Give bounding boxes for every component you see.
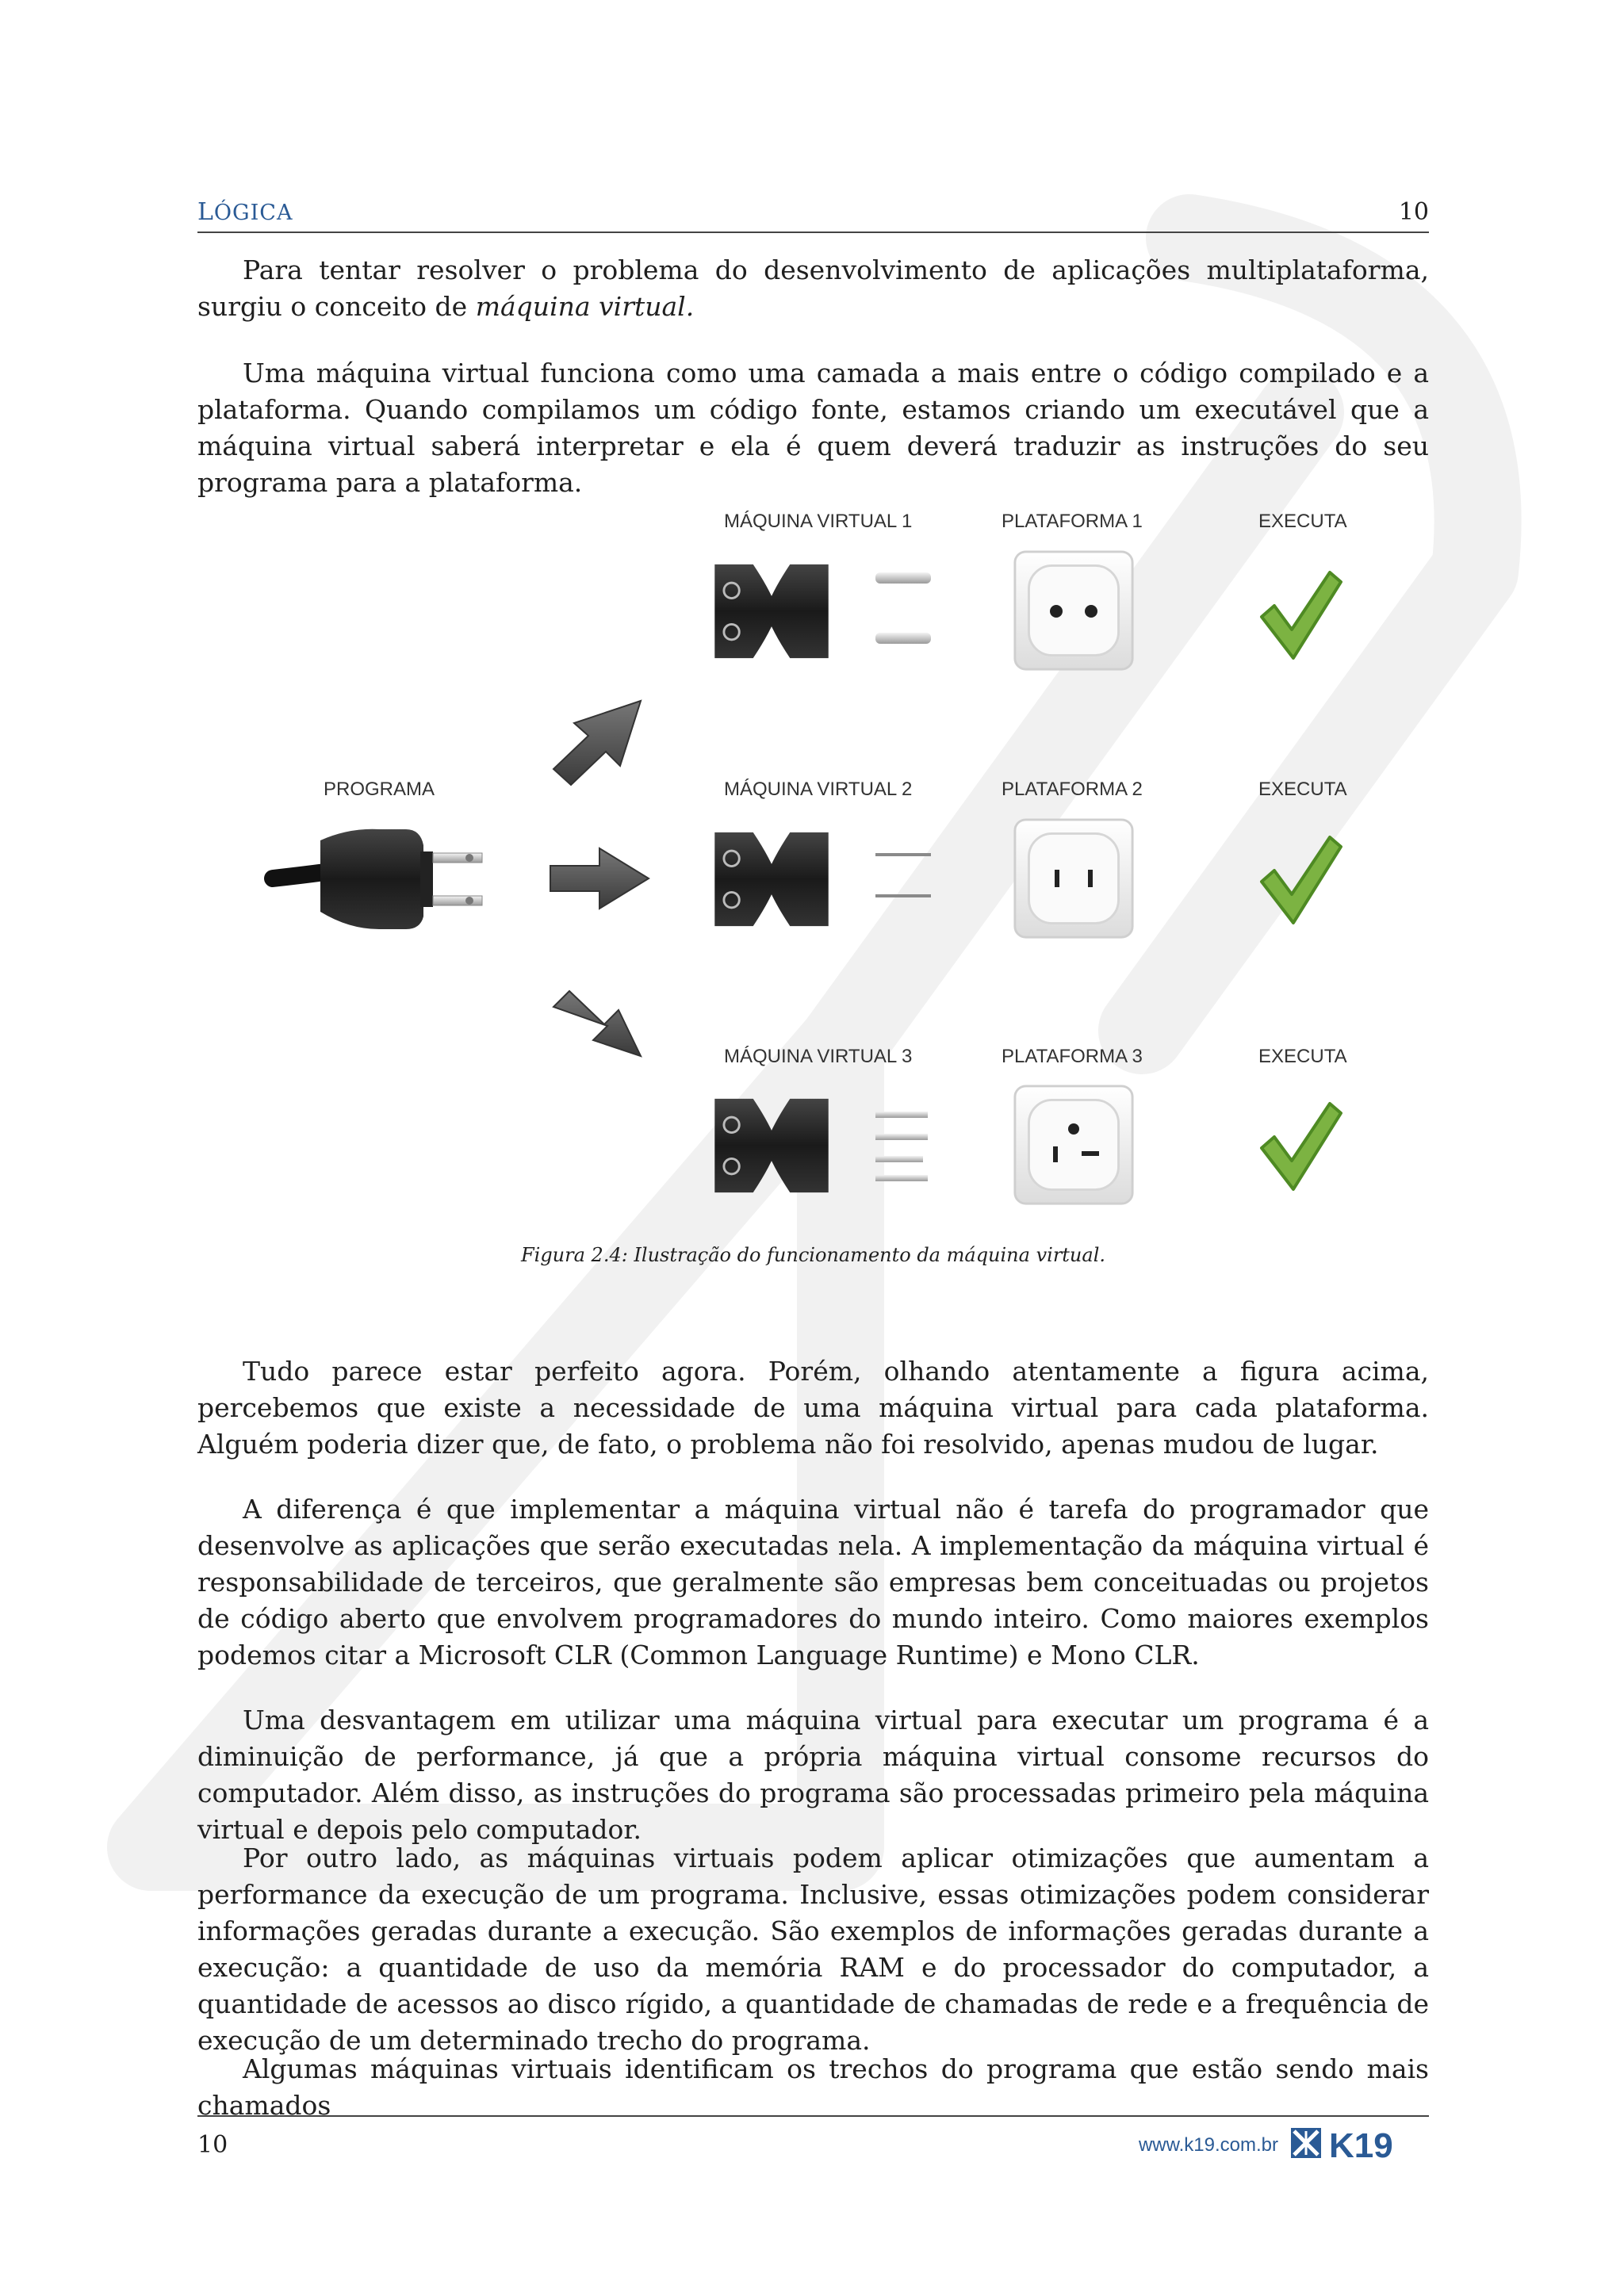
program-label: PROGRAMA [324,779,435,800]
vm-plug-2-icon [714,832,931,926]
platform-label-3: PLATAFORMA 3 [1002,1046,1143,1067]
header-page-number: 10 [1398,198,1429,226]
result-label-3: EXECUTA [1258,1046,1347,1067]
chapter-title: LÓGICA [197,198,293,226]
paragraph-2: Uma máquina virtual funciona como uma camada a mais entre o código compilado e a plataforma. Quando compilamos um código fonte, estamos criando um executável que a máquina virtual saberá interpretar e ela é quem deverá traduzir as instruções do seu programa para a plataforma. [197,358,1429,498]
vm-label-2: MÁQUINA VIRTUAL 2 [724,779,913,800]
footer-page-number: 10 [197,2131,228,2159]
paragraph-3: Tudo parece estar perfeito agora. Porém, olhando atentamente a figura acima, percebemos que existe a necessidade de uma máquina virtual para cada plataforma. Alguém poderia dizer que, de fato, o problema não foi resolvido, apenas mudou de lugar. [197,1356,1429,1460]
arrow-up-icon [553,701,641,785]
paragraph-5: Uma desvantagem em utilizar uma máquina virtual para executar um programa é a diminuição de performance, já que a própria máquina virtual consome recursos do computador. Além disso, as instruções do programa são processadas primeiro pela máquina virtual e depois pelo computador. [197,1705,1429,1845]
paragraph-7: Algumas máquinas virtuais identificam os trechos do programa que estão sendo mais chamados [197,2053,1429,2121]
result-label-2: EXECUTA [1258,779,1347,800]
arrow-down-icon [553,991,641,1056]
k19-logo-text: K19 [1329,2126,1393,2163]
vm-plug-1-icon [714,564,931,658]
paragraph-4: A diferença é que implementar a máquina virtual não é tarefa do programador que desenvolve as aplicações que serão executadas nela. A implementação da máquina virtual é responsabilidade de terceiros, que geralmente são empresas bem conceituadas ou projetos de código aberto que envolvem programadores do mundo inteiro. Como maiores exemplos podemos citar a Microsoft CLR (Common Language Runtime) e Mono CLR. [197,1494,1429,1670]
platform-label-1: PLATAFORMA 1 [1002,511,1143,532]
arrow-right-icon [550,848,649,909]
vm-label-1: MÁQUINA VIRTUAL 1 [724,511,913,532]
socket-1-icon [1015,552,1132,669]
socket-3-icon [1015,1086,1132,1203]
result-label-1: EXECUTA [1258,511,1347,532]
vm-label-3: MÁQUINA VIRTUAL 3 [724,1046,913,1067]
check-2-icon [1262,837,1341,923]
footer-url[interactable]: www.k19.com.br [1138,2134,1278,2156]
figure-caption: Figura 2.4: Ilustração do funcionamento da máquina virtual. [520,1244,1105,1266]
check-3-icon [1262,1104,1341,1189]
paragraph-1: Para tentar resolver o problema do desenvolvimento de aplicações multiplataforma, surgiu o conceito de máquina virtual. [197,254,1429,322]
socket-2-icon [1015,820,1132,937]
program-plug-icon [273,829,482,929]
vm-plug-3-icon [714,1099,928,1192]
paragraph-6: Por outro lado, as máquinas virtuais podem aplicar otimizações que aumentam a performance da execução de um programa. Inclusive, essas otimizações podem considerar informações geradas durante a execução. São exemplos de informações geradas durante a execução: a quantidade de uso da memória RAM e do processador do computador, a quantidade de acessos ao disco rígido, a quantidade de chamadas de rede e a frequência de execução de um determinado trecho do programa. [197,1843,1429,2056]
platform-label-2: PLATAFORMA 2 [1002,779,1143,800]
check-1-icon [1262,572,1341,658]
